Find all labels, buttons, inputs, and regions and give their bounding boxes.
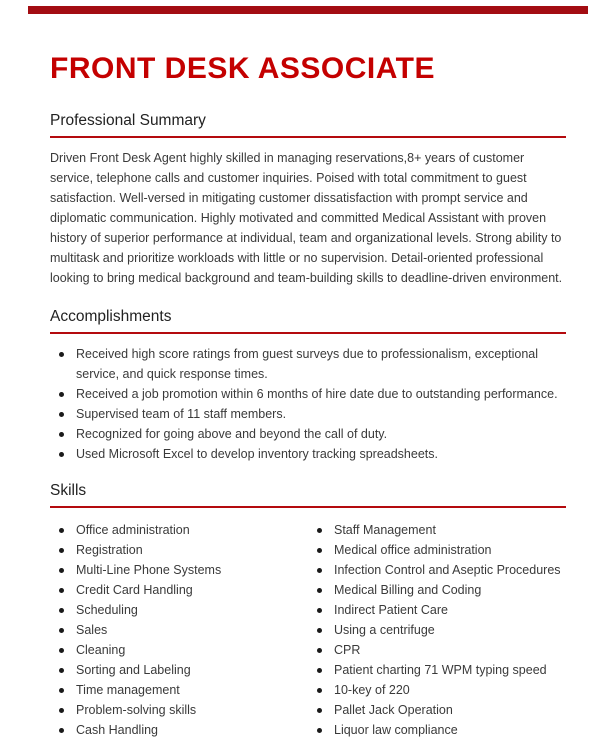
- skill-item: [308, 620, 566, 640]
- skills-column-right: [308, 518, 566, 740]
- accomplishment-text: Received a job promotion within 6 months of hire date due to outstanding performance.: [76, 387, 558, 401]
- skill-item: [50, 680, 308, 700]
- skill-text: Medical office administration: [334, 543, 492, 557]
- skill-item: [308, 640, 566, 660]
- skill-item: [308, 600, 566, 620]
- skills-heading: Skills: [50, 482, 87, 499]
- skill-text: Scheduling: [76, 603, 138, 617]
- skill-item: [308, 560, 566, 580]
- bullet-icon: [59, 668, 64, 673]
- summary-divider: [50, 136, 566, 138]
- skill-text: Multi-Line Phone Systems: [76, 563, 222, 577]
- bullet-icon: [59, 628, 64, 633]
- bullet-icon: [59, 728, 64, 733]
- bullet-icon: [317, 588, 322, 593]
- accomplishment-text: Supervised team of 11 staff members.: [76, 407, 287, 421]
- skill-text: Cash Handling: [76, 723, 158, 737]
- skills-list-right: [308, 520, 566, 740]
- bullet-icon: [59, 548, 64, 553]
- bullet-icon: [59, 352, 64, 357]
- summary-text: Driven Front Desk Agent highly skilled in managing reservations,8+ years of customer service, telephone calls and customer inquiries. Poised with total commitment to guest satisfaction. Well-versed in mitigating customer dissatisfaction with prompt service and diplomatic communication. Highly motivated and committed Medical Assistant with proven history of superior performance at individual, team and organizational levels. Strong ability to multitask and prioritize workloads with little or no supervision. Detail-oriented professional looking to bring medical background and team-building skills to deadline-driven environment.: [50, 151, 563, 285]
- skill-item: [50, 640, 308, 660]
- skill-text: Registration: [76, 543, 143, 557]
- skill-item: [50, 620, 308, 640]
- skill-item: [308, 540, 566, 560]
- skill-text: CPR: [334, 643, 361, 657]
- bullet-icon: [317, 548, 322, 553]
- summary-heading: Professional Summary: [50, 112, 206, 129]
- skill-item: [308, 680, 566, 700]
- section-skills: [50, 482, 566, 740]
- skill-item: [50, 540, 308, 560]
- accomplishment-text: Recognized for going above and beyond the call of duty.: [76, 427, 388, 441]
- bullet-icon: [59, 432, 64, 437]
- skill-text: Problem-solving skills: [76, 703, 197, 717]
- bullet-icon: [59, 412, 64, 417]
- bullet-icon: [59, 608, 64, 613]
- skill-text: Time management: [76, 683, 180, 697]
- skill-item: [308, 580, 566, 600]
- skill-text: Infection Control and Aseptic Procedures: [334, 563, 561, 577]
- skill-item: [308, 700, 566, 720]
- bullet-icon: [59, 588, 64, 593]
- bullet-icon: [317, 688, 322, 693]
- skill-text: Sales: [76, 623, 108, 637]
- accomplishment-item: [50, 424, 566, 444]
- section-accomplishments: [50, 308, 566, 464]
- bullet-icon: [59, 648, 64, 653]
- bullet-icon: [59, 528, 64, 533]
- section-professional-summary: [50, 112, 566, 288]
- bullet-icon: [317, 628, 322, 633]
- skill-item: [50, 560, 308, 580]
- skill-item: [308, 720, 566, 740]
- skill-text: Credit Card Handling: [76, 583, 193, 597]
- skill-item: [50, 720, 308, 740]
- bullet-icon: [59, 708, 64, 713]
- skills-column-left: [50, 518, 308, 740]
- accomplishment-item: [50, 404, 566, 424]
- skill-text: Office administration: [76, 523, 190, 537]
- skills-columns: [50, 518, 566, 740]
- skill-text: Patient charting 71 WPM typing speed: [334, 663, 547, 677]
- accomplishment-item: [50, 444, 566, 464]
- skill-item: [50, 700, 308, 720]
- bullet-icon: [59, 452, 64, 457]
- accomplishments-divider: [50, 332, 566, 334]
- bullet-icon: [317, 648, 322, 653]
- bullet-icon: [317, 608, 322, 613]
- accomplishment-text: Used Microsoft Excel to develop inventory tracking spreadsheets.: [76, 447, 438, 461]
- skill-item: [50, 520, 308, 540]
- skill-text: Liquor law compliance: [334, 723, 458, 737]
- accomplishments-list: [50, 344, 566, 464]
- skill-text: Medical Billing and Coding: [334, 583, 482, 597]
- skill-item: [308, 520, 566, 540]
- skill-text: Sorting and Labeling: [76, 663, 191, 677]
- page-title: FRONT DESK ASSOCIATE: [50, 52, 436, 85]
- accomplishment-text: Received high score ratings from guest surveys due to professionalism, exceptional service, and quick response times.: [76, 347, 539, 381]
- bullet-icon: [317, 668, 322, 673]
- skill-item: [50, 580, 308, 600]
- accomplishments-heading: Accomplishments: [50, 308, 172, 325]
- bullet-icon: [317, 708, 322, 713]
- skill-item: [308, 660, 566, 680]
- bullet-icon: [59, 688, 64, 693]
- bullet-icon: [317, 568, 322, 573]
- skill-text: Staff Management: [334, 523, 436, 537]
- top-accent-bar: [28, 6, 588, 14]
- skill-text: Pallet Jack Operation: [334, 703, 453, 717]
- skill-text: 10-key of 220: [334, 683, 410, 697]
- bullet-icon: [59, 392, 64, 397]
- accomplishment-item: [50, 344, 566, 384]
- bullet-icon: [317, 728, 322, 733]
- skill-text: Using a centrifuge: [334, 623, 435, 637]
- skill-item: [50, 660, 308, 680]
- bullet-icon: [317, 528, 322, 533]
- accomplishment-item: [50, 384, 566, 404]
- skills-divider: [50, 506, 566, 508]
- skills-list-left: [50, 520, 308, 740]
- skill-text: Cleaning: [76, 643, 126, 657]
- skill-item: [50, 600, 308, 620]
- skill-text: Indirect Patient Care: [334, 603, 448, 617]
- bullet-icon: [59, 568, 64, 573]
